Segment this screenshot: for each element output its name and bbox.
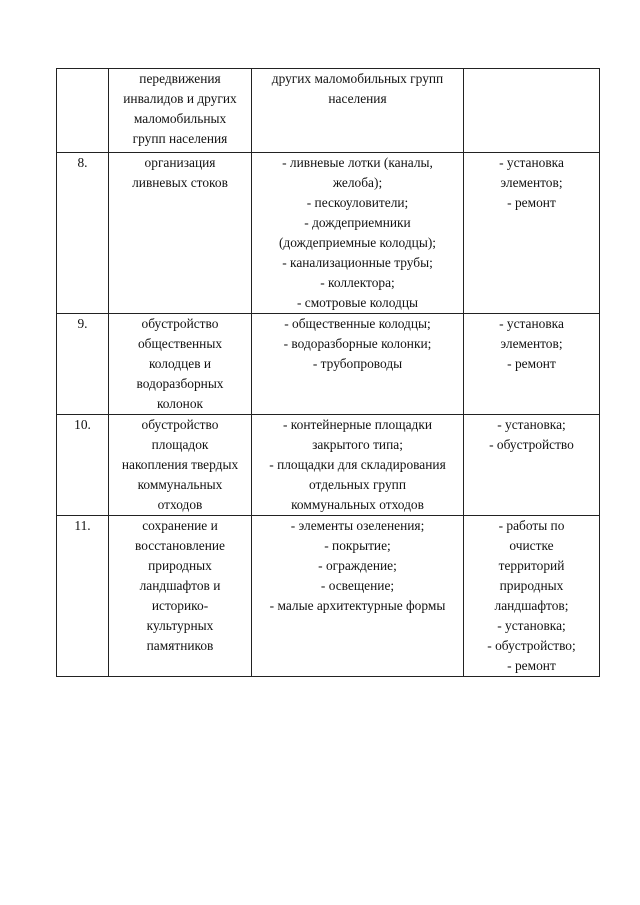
table-row <box>57 415 600 516</box>
improvement-elements-table <box>56 68 600 677</box>
works-cell: - установка элементов; - ремонт <box>464 314 600 415</box>
works-cell: - установка элементов; - ремонт <box>464 153 600 314</box>
improvement-name-cell: обустройство площадок накопления твердых коммунальных отходов <box>109 415 252 516</box>
elements-cell: - ливневые лотки (каналы, желоба); - пескоуловители; - дождеприемники (дождеприемные колодцы); - канализационные трубы; - коллектора; - смотровые колодцы <box>252 153 464 314</box>
elements-cell: - контейнерные площадки закрытого типа; - площадки для складирования отдельных групп коммунальных отходов <box>252 415 464 516</box>
row-number-cell: 10. <box>57 415 109 516</box>
elements-cell: других маломобильных групп населения <box>252 69 464 153</box>
works-cell: - работы по очистке территорий природных ландшафтов; - установка; - обустройство; - ремонт <box>464 516 600 677</box>
improvement-name-cell: обустройство общественных колодцев и водоразборных колонок <box>109 314 252 415</box>
works-cell <box>464 69 600 153</box>
table-row <box>57 516 600 677</box>
improvement-name-cell: передвижения инвалидов и других маломобильных групп населения <box>109 69 252 153</box>
row-number-cell <box>57 69 109 153</box>
table-row <box>57 153 600 314</box>
improvement-name-cell: организация ливневых стоков <box>109 153 252 314</box>
works-cell: - установка; - обустройство <box>464 415 600 516</box>
row-number-cell: 9. <box>57 314 109 415</box>
elements-cell: - общественные колодцы; - водоразборные колонки; - трубопроводы <box>252 314 464 415</box>
table-row <box>57 314 600 415</box>
elements-cell: - элементы озеленения; - покрытие; - ограждение; - освещение; - малые архитектурные формы <box>252 516 464 677</box>
row-number-cell: 8. <box>57 153 109 314</box>
table-row <box>57 69 600 153</box>
improvement-name-cell: сохранение и восстановление природных ландшафтов и историко- культурных памятников <box>109 516 252 677</box>
row-number-cell: 11. <box>57 516 109 677</box>
